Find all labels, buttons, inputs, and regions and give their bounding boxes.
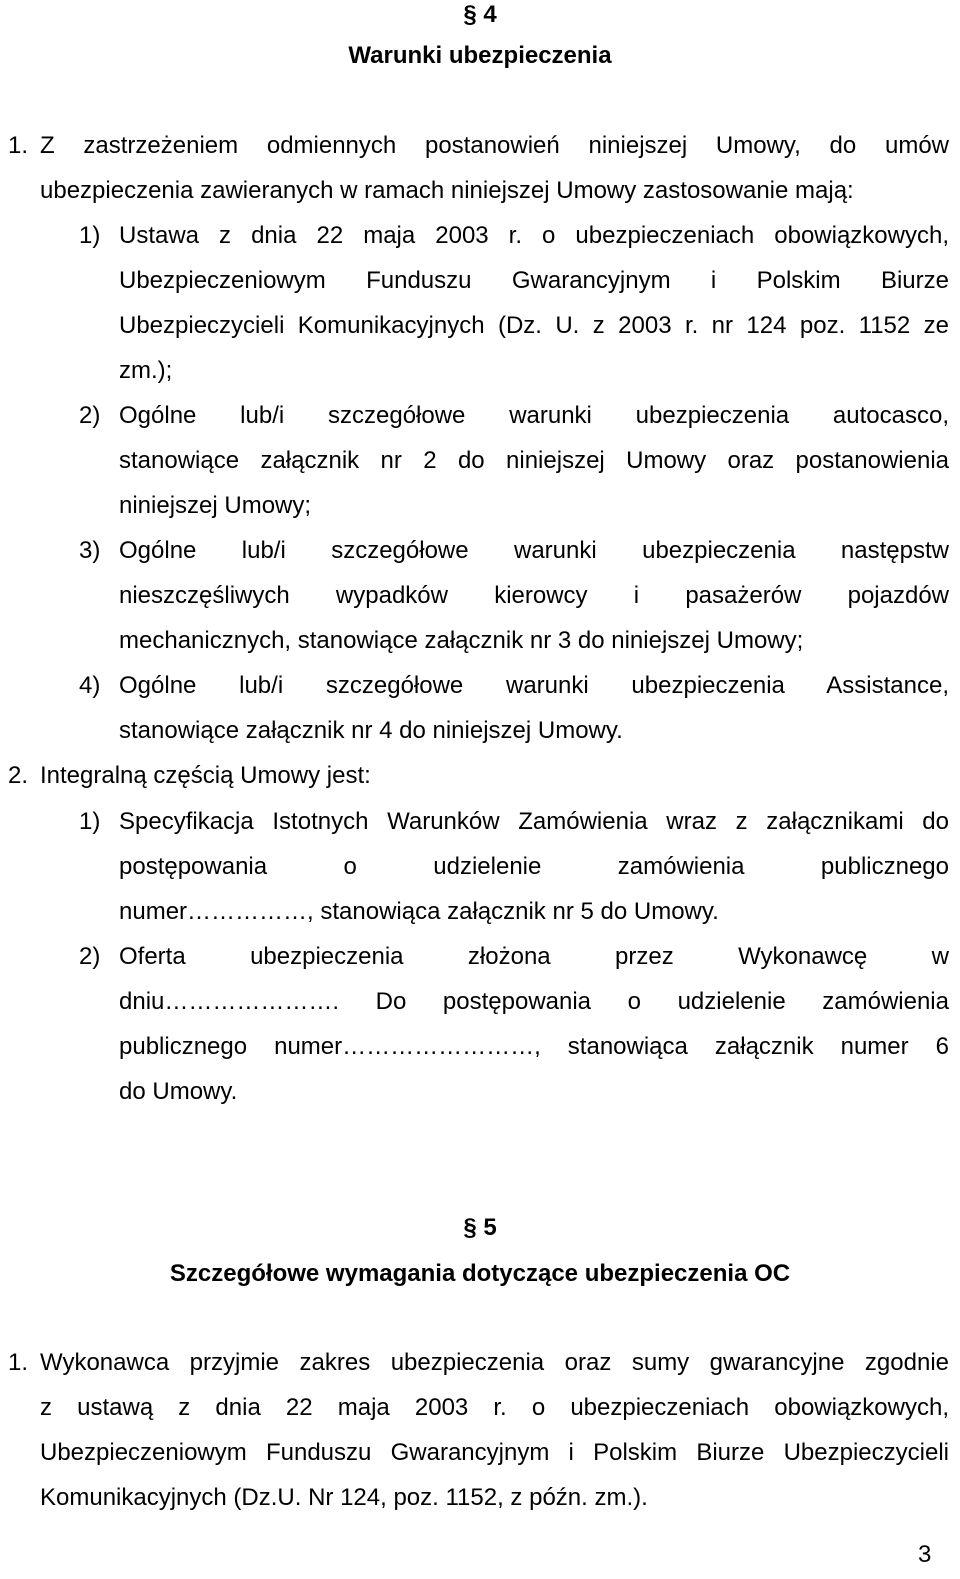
s4-item1-sub1-line1: Ustawa z dnia 22 maja 2003 r. o ubezpieczeniach obowiązkowych,	[119, 222, 949, 249]
page-number: 3	[918, 1541, 932, 1568]
s4-item1-sub2-line1: Ogólne lub/i szczegółowe warunki ubezpieczenia autocasco,	[119, 402, 949, 429]
s5-item1-line4: Komunikacyjnych (Dz.U. Nr 124, poz. 1152, z późn. zm.).	[40, 1484, 648, 1511]
section-5-title: Szczegółowe wymagania dotyczące ubezpieczenia OC	[169, 1260, 791, 1287]
s4-item1-line2: ubezpieczenia zawieranych w ramach niniejszej Umowy zastosowanie mają:	[40, 177, 854, 204]
s4-item1-line1: Z zastrzeżeniem odmiennych postanowień niniejszej Umowy, do umów	[40, 132, 949, 159]
s4-item1-sub1-line4: zm.);	[119, 357, 173, 384]
s4-item2-sub2-line1: Oferta ubezpieczenia złożona przez Wykonawcę w	[119, 943, 949, 970]
s4-item2-sub2-number: 2)	[79, 943, 101, 970]
s4-item1-sub3-line2: nieszczęśliwych wypadków kierowcy i pasażerów pojazdów	[119, 582, 949, 609]
section-5-number: § 5	[463, 1214, 497, 1241]
section-4-number: § 4	[463, 1, 497, 28]
s4-item2-sub2-line2: dniu…………………. Do postępowania o udzielenie zamówienia	[119, 988, 949, 1015]
s4-item1-sub1-line3: Ubezpieczycieli Komunikacyjnych (Dz. U. z 2003 r. nr 124 poz. 1152 ze	[119, 312, 949, 339]
s5-item1-line2: z ustawą z dnia 22 maja 2003 r. o ubezpieczeniach obowiązkowych,	[40, 1394, 949, 1421]
s5-item1-line3: Ubezpieczeniowym Funduszu Gwarancyjnym i Polskim Biurze Ubezpieczycieli	[40, 1439, 949, 1466]
s4-item1-sub1-number: 1)	[79, 222, 101, 249]
s4-item1-sub4-line2: stanowiące załącznik nr 4 do niniejszej Umowy.	[119, 717, 623, 744]
s4-item1-sub2-line3: niniejszej Umowy;	[119, 492, 312, 519]
s4-item1-sub2-number: 2)	[79, 402, 101, 429]
s4-item1-sub3-line3: mechanicznych, stanowiące załącznik nr 3 do niniejszej Umowy;	[119, 627, 804, 654]
s4-item1-sub3-line1: Ogólne lub/i szczegółowe warunki ubezpieczenia następstw	[119, 537, 949, 564]
s4-item2-sub1-line2: postępowania o udzielenie zamówienia publicznego	[119, 853, 949, 880]
s4-item1-sub2-line2: stanowiące załącznik nr 2 do niniejszej Umowy oraz postanowienia	[119, 447, 949, 474]
s4-item2-sub1-line1: Specyfikacja Istotnych Warunków Zamówienia wraz z załącznikami do	[119, 808, 949, 835]
s5-item1-number: 1.	[8, 1349, 29, 1376]
s4-item1-sub4-number: 4)	[79, 672, 101, 699]
s4-item1-sub3-number: 3)	[79, 537, 101, 564]
s4-item1-number: 1.	[8, 132, 29, 159]
s4-item2-sub1-line3: numer……………, stanowiąca załącznik nr 5 do Umowy.	[119, 898, 719, 925]
s5-item1-line1: Wykonawca przyjmie zakres ubezpieczenia oraz sumy gwarancyjne zgodnie	[40, 1349, 949, 1376]
s4-item2-sub2-line3: publicznego numer……………………, stanowiąca załącznik numer 6	[119, 1033, 949, 1060]
s4-item1-sub1-line2: Ubezpieczeniowym Funduszu Gwarancyjnym i Polskim Biurze	[119, 267, 949, 294]
s4-item1-sub4-line1: Ogólne lub/i szczegółowe warunki ubezpieczenia Assistance,	[119, 672, 949, 699]
section-4-title: Warunki ubezpieczenia	[348, 42, 612, 69]
s4-item2-number: 2.	[8, 762, 29, 789]
s4-item2-sub1-number: 1)	[79, 808, 101, 835]
s4-item2-line1: Integralną częścią Umowy jest:	[40, 762, 371, 789]
s4-item2-sub2-line4: do Umowy.	[119, 1078, 238, 1105]
